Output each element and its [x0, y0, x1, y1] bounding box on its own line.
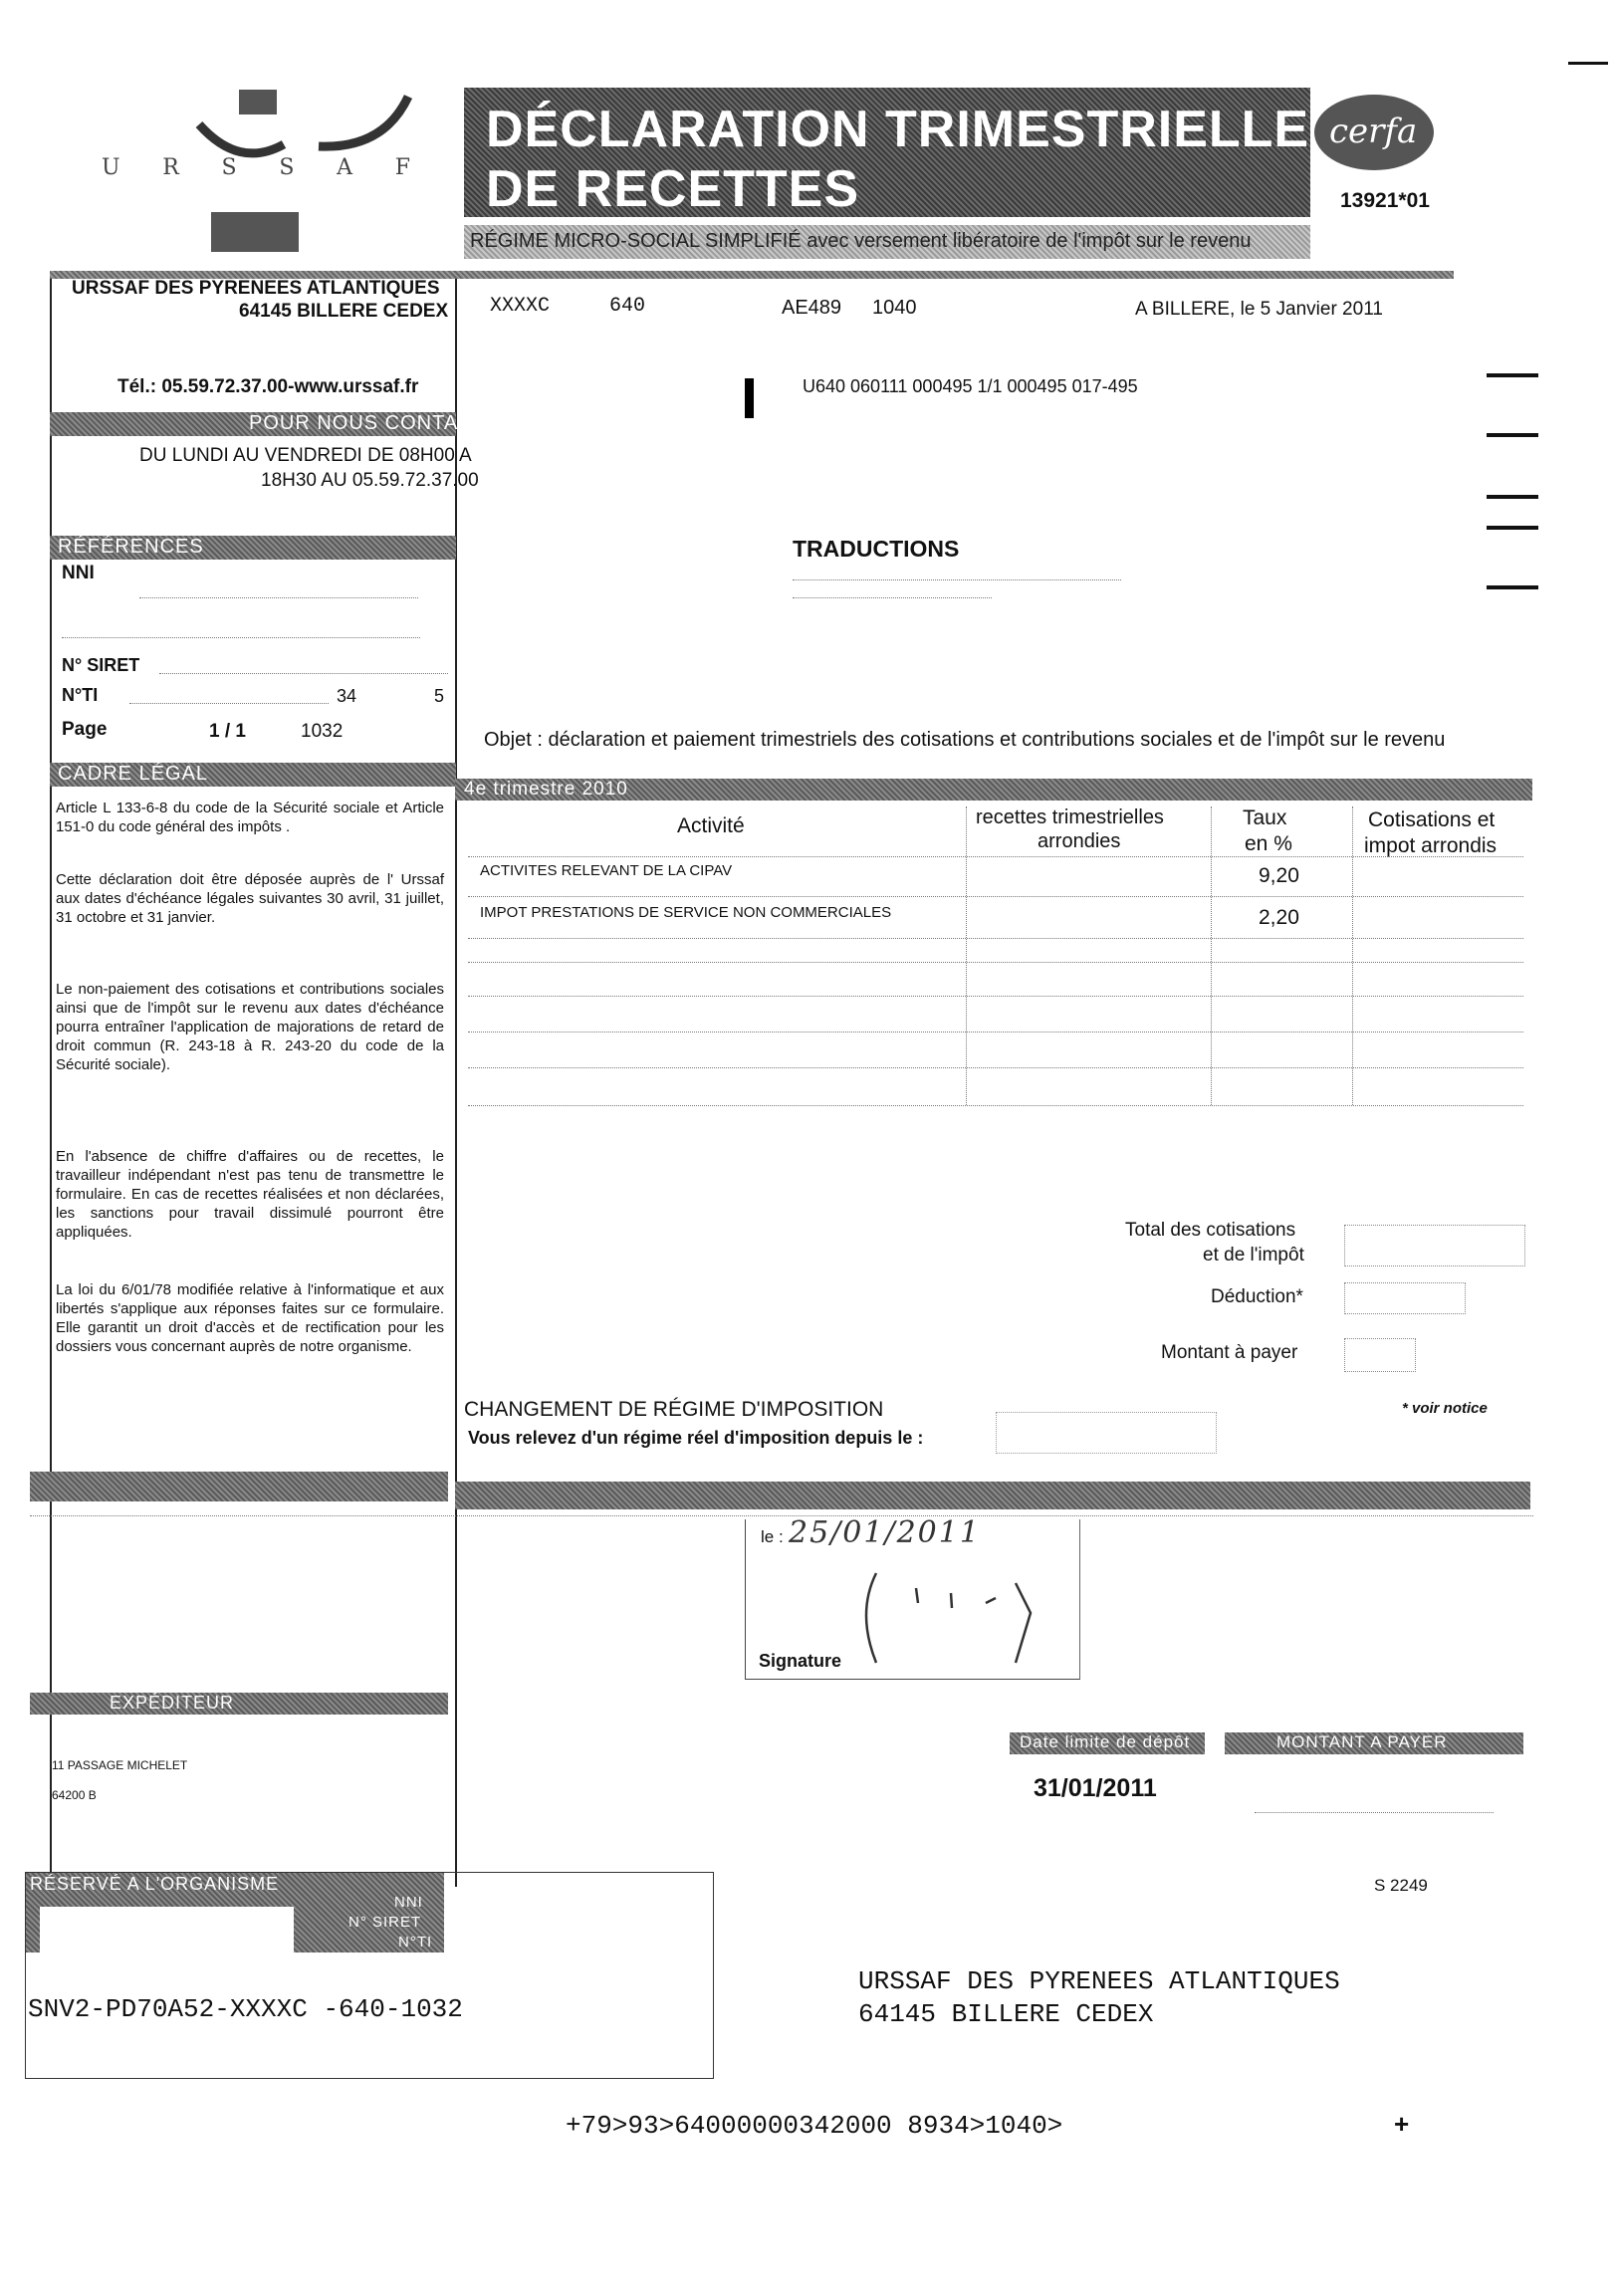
deadline-date: 31/01/2011	[1034, 1774, 1157, 1802]
return-address-line2: 64145 BILLERE CEDEX	[858, 1999, 1154, 2029]
table-col-divider-3	[1352, 806, 1353, 1105]
sender-address-line2: 64200 B	[52, 1788, 97, 1802]
col-rate-header-1: Taux	[1243, 806, 1287, 829]
organisme-redacted	[40, 1907, 294, 1966]
signature-label: Signature	[759, 1651, 842, 1671]
account-code: XXXXC	[490, 295, 551, 318]
recipient-address-redacted	[793, 579, 1121, 580]
row-3-rule	[468, 962, 1523, 963]
logo-letter-u: U	[102, 155, 120, 180]
sender-city: 64145 BILLERE CEDEX	[239, 301, 449, 322]
place-date: A BILLERE, le 5 Janvier 2011	[1135, 299, 1383, 320]
contact-heading: POUR NOUS CONTACTER	[249, 412, 517, 434]
margin-tick-1	[1487, 373, 1538, 377]
centre-code: 640	[609, 295, 646, 318]
sender-heading: EXPÉDITEUR	[110, 1693, 235, 1713]
nni-redacted	[139, 597, 418, 598]
sender-phone: Tél.: 05.59.72.37.00-www.urssaf.fr	[117, 376, 419, 397]
col-rate-header-2: en %	[1245, 832, 1292, 855]
page-label: Page	[62, 719, 108, 740]
col-contrib-header-1: Cotisations et	[1368, 808, 1496, 831]
logo-letter-f: F	[394, 155, 410, 180]
margin-tick-5	[1487, 585, 1538, 589]
amount-due-heading: MONTANT A PAYER	[1276, 1732, 1448, 1751]
ocr-plus: +	[1394, 2109, 1410, 2139]
row-7-rule	[468, 1105, 1523, 1106]
amount-label: Montant à payer	[1161, 1342, 1298, 1363]
row-rate-cipav: 9,20	[1259, 864, 1299, 887]
ocr-line: +79>93>64000000342000 8934>1040>	[566, 2111, 1063, 2141]
corner-tick	[1568, 62, 1608, 65]
row-activity-impot: IMPOT PRESTATIONS DE SERVICE NON COMMERCIALES	[480, 904, 892, 921]
page-code: 1032	[301, 721, 344, 742]
regime-question: Vous relevez d'un régime réel d'imposition depuis le :	[468, 1428, 924, 1448]
left-column-border	[50, 279, 52, 1872]
siret-redacted	[159, 673, 448, 674]
margin-tick-3	[1487, 495, 1538, 499]
margin-tick-4	[1487, 526, 1538, 530]
recipient-address-redacted-2	[793, 597, 992, 598]
col-activity-header: Activité	[677, 814, 745, 837]
tracking-mark	[745, 378, 754, 418]
form-subtitle: RÉGIME MICRO-SOCIAL SIMPLIFIÉ avec versement libératoire de l'impôt sur le revenu	[470, 230, 1252, 252]
siret-label: N° SIRET	[62, 655, 140, 675]
form-title-line2: DE RECETTES	[486, 160, 860, 218]
separator-bar-left	[30, 1472, 448, 1501]
table-header-rule	[468, 856, 1523, 857]
separator-dashed-line	[30, 1515, 1533, 1516]
row-activity-cipav: ACTIVITES RELEVANT DE LA CIPAV	[480, 862, 733, 879]
row-4-rule	[468, 996, 1523, 997]
organisme-reference: SNV2-PD70A52-XXXXC -640-1032	[28, 1994, 463, 2024]
row-2-rule	[468, 938, 1523, 939]
table-col-divider-2	[1211, 806, 1212, 1105]
total-label-2: et de l'impôt	[1203, 1245, 1304, 1265]
nni-label: NNI	[62, 563, 95, 583]
nti-partial-1: 34	[337, 686, 357, 706]
signature-date-label: le :	[761, 1527, 784, 1546]
amount-due-redacted	[1255, 1812, 1494, 1813]
logo-letters	[102, 155, 410, 180]
notice-note: * voir notice	[1402, 1400, 1488, 1417]
col-receipts-header-1: recettes trimestrielles	[976, 806, 1164, 828]
nti-partial-2: 5	[434, 686, 445, 706]
regime-heading: CHANGEMENT DE RÉGIME D'IMPOSITION	[464, 1398, 884, 1421]
legal-paragraph-3: Le non-paiement des cotisations et contributions sociales ainsi que de l'impôt sur le revenu aux dates d'échéance pourra entraîner l'application de majorations de retard de droit commun (R. 243-18 à R. 243-20 du code de la Sécurité sociale).	[56, 981, 444, 1073]
legal-paragraph-4: En l'absence de chiffre d'affaires ou de recettes, le travailleur indépendant n'est pas tenu de transmettre le formulaire. En cas de recettes réalisées et non déclarées, les sanctions pour travail dissimulé pourront être appliquées.	[56, 1148, 444, 1241]
logo-letter-r: R	[162, 155, 179, 180]
amount-box[interactable]	[1344, 1338, 1416, 1372]
nti-label: N°TI	[62, 685, 99, 705]
contact-hours-line1: DU LUNDI AU VENDREDI DE 08H00 A	[139, 445, 472, 466]
organisme-nti-label: N°TI	[398, 1934, 433, 1951]
legal-heading: CADRE LÉGAL	[58, 763, 209, 785]
deduction-box[interactable]	[1344, 1282, 1466, 1314]
row-5-rule	[468, 1032, 1523, 1033]
column-divider	[455, 279, 457, 1887]
logo-letter-s2: S	[279, 155, 295, 180]
legal-paragraph-2: Cette déclaration doit être déposée auprès de l' Urssaf aux dates d'échéance légales suivantes 30 avril, 31 juillet, 31 octobre et 31 janvier.	[56, 871, 444, 926]
organisme-nni-label: NNI	[394, 1894, 423, 1911]
sender-heading-bar	[30, 1693, 448, 1715]
signature-date-handwritten: 25/01/2011	[789, 1515, 981, 1550]
signature-scribble	[856, 1553, 1085, 1673]
nni-redacted-2	[62, 637, 420, 638]
quarter-heading: 4e trimestre 2010	[464, 779, 628, 800]
deduction-label: Déduction*	[1211, 1286, 1303, 1307]
total-label-1: Total des cotisations	[1125, 1220, 1296, 1241]
form-code: S 2249	[1374, 1876, 1428, 1895]
deadline-heading: Date limite de dépôt	[1020, 1732, 1191, 1751]
cerfa-label: cerfa	[1329, 112, 1418, 151]
row-6-rule	[468, 1067, 1523, 1068]
ae-code: AE489	[782, 297, 842, 319]
col-contrib-header-2: impot arrondis	[1364, 834, 1498, 857]
logo-letter-a: A	[337, 155, 352, 180]
cerfa-number: 13921*01	[1340, 189, 1430, 212]
legal-paragraph-1: Article L 133-6-8 du code de la Sécurité sociale et Article 151-0 du code général des impôts .	[56, 800, 444, 835]
logo-letter-s1: S	[221, 155, 237, 180]
page-value: 1 / 1	[209, 721, 246, 742]
separator-bar-right	[455, 1482, 1530, 1509]
nti-redacted	[129, 703, 329, 704]
organisme-siret-label: N° SIRET	[348, 1914, 422, 1931]
sender-address-line1: 11 PASSAGE MICHELET	[52, 1758, 188, 1772]
col-receipts-header-2: arrondies	[1038, 830, 1121, 852]
references-heading: RÉFÉRENCES	[58, 536, 204, 558]
tracking-number: U640 060111 000495 1/1 000495 017-495	[803, 376, 1138, 396]
total-box[interactable]	[1344, 1225, 1525, 1266]
reference-code: 1040	[872, 297, 917, 319]
row-rate-impot: 2,20	[1259, 906, 1299, 929]
regime-date-box[interactable]	[996, 1412, 1217, 1454]
legal-paragraph-5: La loi du 6/01/78 modifiée relative à l'informatique et aux libertés s'applique aux réponses faites sur ce formulaire. Elle garantit un droit d'accès et de rectification pour les dossiers vous concernant auprès de notre organisme.	[56, 1281, 444, 1355]
organisme-heading: RÉSERVÉ A L'ORGANISME	[30, 1874, 280, 1894]
sender-name: URSSAF DES PYRENEES ATLANTIQUES	[72, 278, 440, 299]
return-address-line1: URSSAF DES PYRENEES ATLANTIQUES	[858, 1966, 1340, 1996]
margin-tick-2	[1487, 433, 1538, 437]
contact-hours-line2: 18H30 AU 05.59.72.37.00	[261, 470, 479, 491]
table-col-divider-1	[966, 806, 967, 1105]
form-title-line1: DÉCLARATION TRIMESTRIELLE	[486, 101, 1310, 158]
object-line: Objet : déclaration et paiement trimestriels des cotisations et contributions sociales et de l'impôt sur le revenu	[484, 729, 1446, 751]
row-1-rule	[468, 896, 1523, 897]
recipient-name: TRADUCTIONS	[793, 536, 960, 562]
